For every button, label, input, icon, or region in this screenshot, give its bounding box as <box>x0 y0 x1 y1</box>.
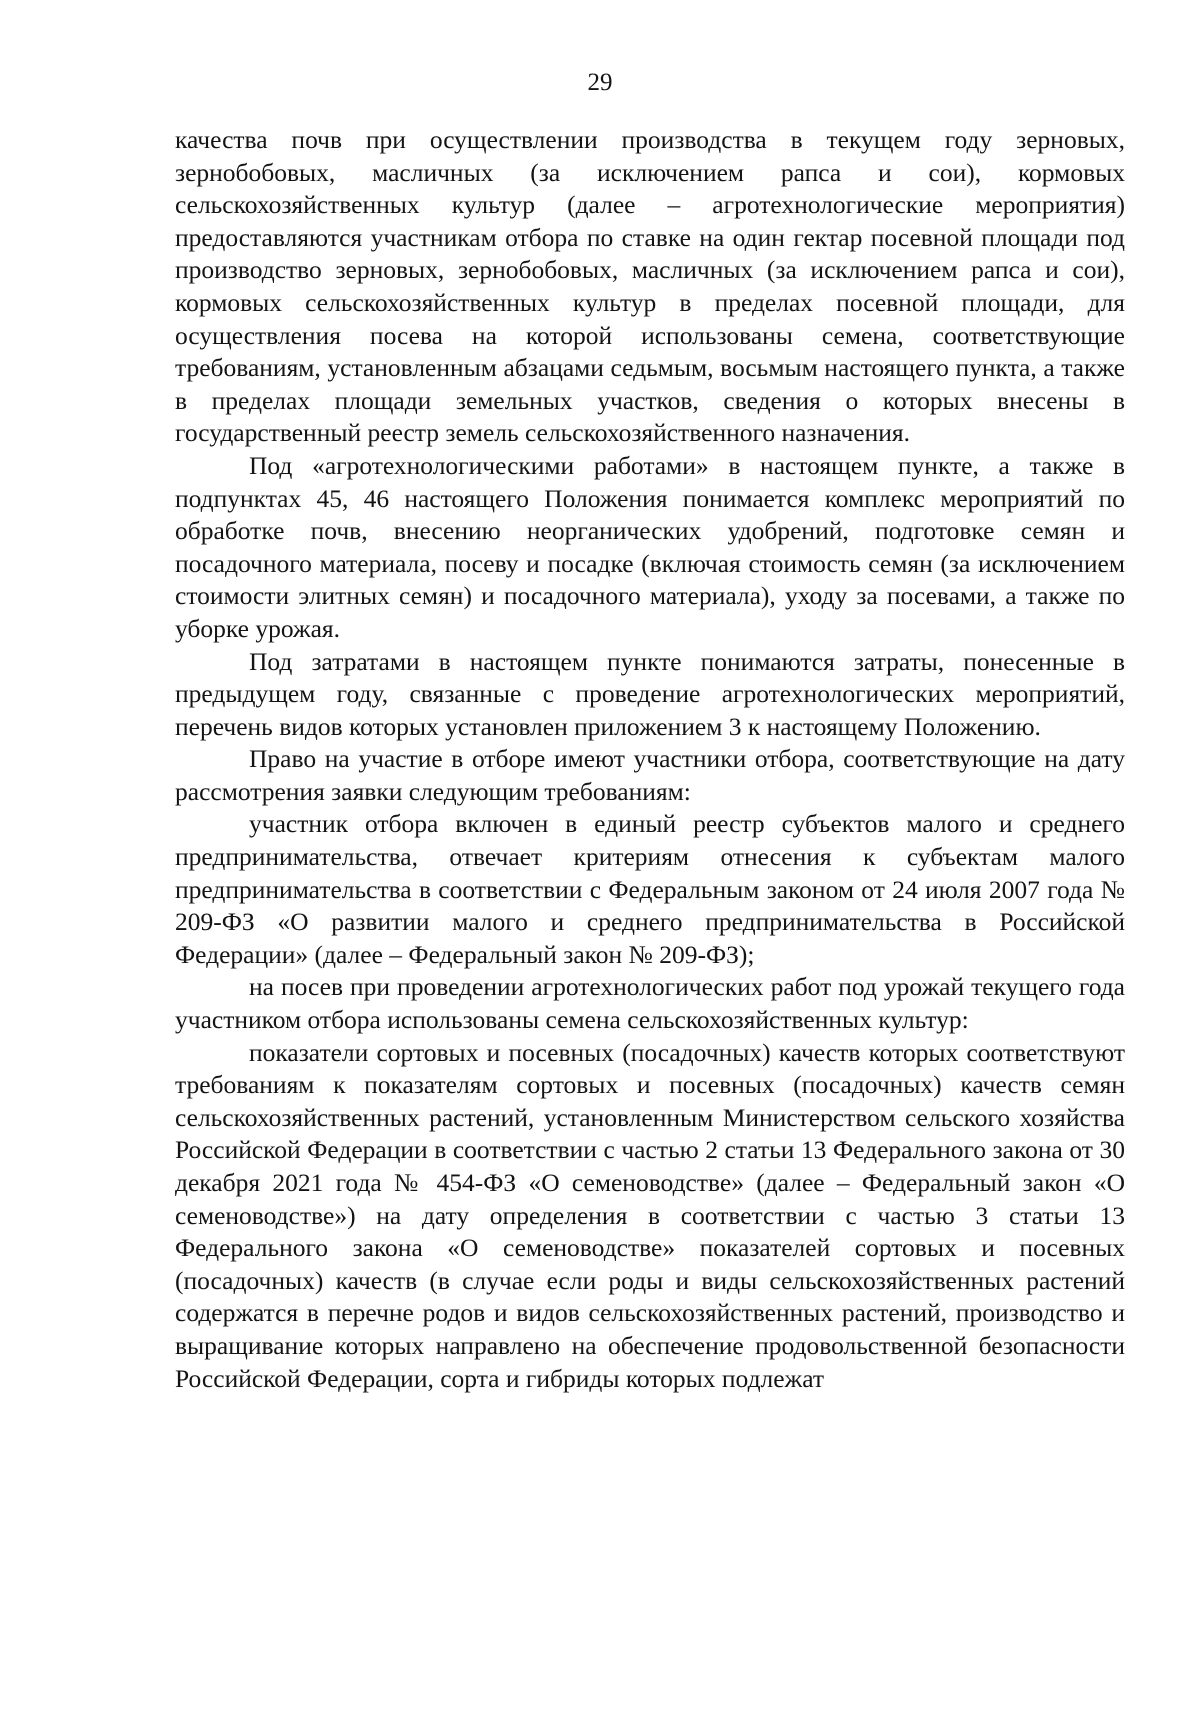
paragraph-seed-quality: показатели сортовых и посевных (посадочных) качеств которых соответствуют требованиям к показателям сортовых и посевных (посадочных) качеств семян сельскохозяйственных растений, установленным Министерством сельского хозяйства Российской Федерации в соответствии с частью 2 статьи 13 Федерального закона от 30 декабря 2021 года № 454-ФЗ «О семеноводстве» (далее – Федеральный закон «О семеноводстве») на дату определения в соответствии с частью 3 статьи 13 Федерального закона «О семеноводстве» показателей сортовых и посевных (посадочных) качеств (в случае если роды и виды сельскохозяйственных растений содержатся в перечне родов и видов сельскохозяйственных растений, производство и выращивание которых направлено на обеспечение продовольственной безопасности Российской Федерации, сорта и гибриды которых подлежат <box>175 1037 1125 1393</box>
document-body <box>175 124 1125 1395</box>
paragraph-requirement-seeds: на посев при проведении агротехнологических работ под урожай текущего года участником отбора использованы семена сельскохозяйственных культур: <box>175 972 1125 1035</box>
paragraph-costs-definition: Под затратами в настоящем пункте понимаются затраты, понесенные в предыдущем году, связанные с проведение агротехнологических мероприятий, перечень видов которых установлен приложением 3 к настоящему Положению. <box>175 646 1125 741</box>
paragraph-agrotech-works-definition: Под «агротехнологическими работами» в настоящем пункте, а также в подпунктах 45, 46 настоящего Положения понимается комплекс мероприятий по обработке почв, внесению неорганических удобрений, подготовке семян и посадочного материала, посеву и посадке (включая стоимость семян (за исключением стоимости элитных семян) и посадочного материала), уходу за посевами, а также по уборке урожая. <box>175 450 1125 643</box>
paragraph-eligibility: Право на участие в отборе имеют участники отбора, соответствующие на дату рассмотрения заявки следующим требованиям: <box>175 744 1125 806</box>
paragraph-continuation: качества почв при осуществлении производства в текущем году зерновых, зернобобовых, масличных (за исключением рапса и сои), кормовых сельскохозяйственных культур (далее – агротехнологические мероприятия) предоставляются участникам отбора по ставке на один гектар посевной площади под производство зерновых, зернобобовых, масличных (за исключением рапса и сои), кормовых сельскохозяйственных культур в пределах посевной площади, для осуществления посева на которой использованы семена, соответствующие требованиям, установленным абзацами седьмым, восьмым настоящего пункта, а также в пределах площади земельных участков, сведения о которых внесены в государственный реестр земель сельскохозяйственного назначения. <box>175 125 1125 448</box>
paragraph-requirement-sme-registry: участник отбора включен в единый реестр субъектов малого и среднего предпринимательства, отвечает критериям отнесения к субъектам малого предпринимательства в соответствии с Федеральным законом от 24 июля 2007 года № 209-ФЗ «О развитии малого и среднего предпринимательства в Российской Федерации» (далее – Федеральный закон № 209-ФЗ); <box>175 809 1125 969</box>
page-number: 29 <box>587 69 613 96</box>
